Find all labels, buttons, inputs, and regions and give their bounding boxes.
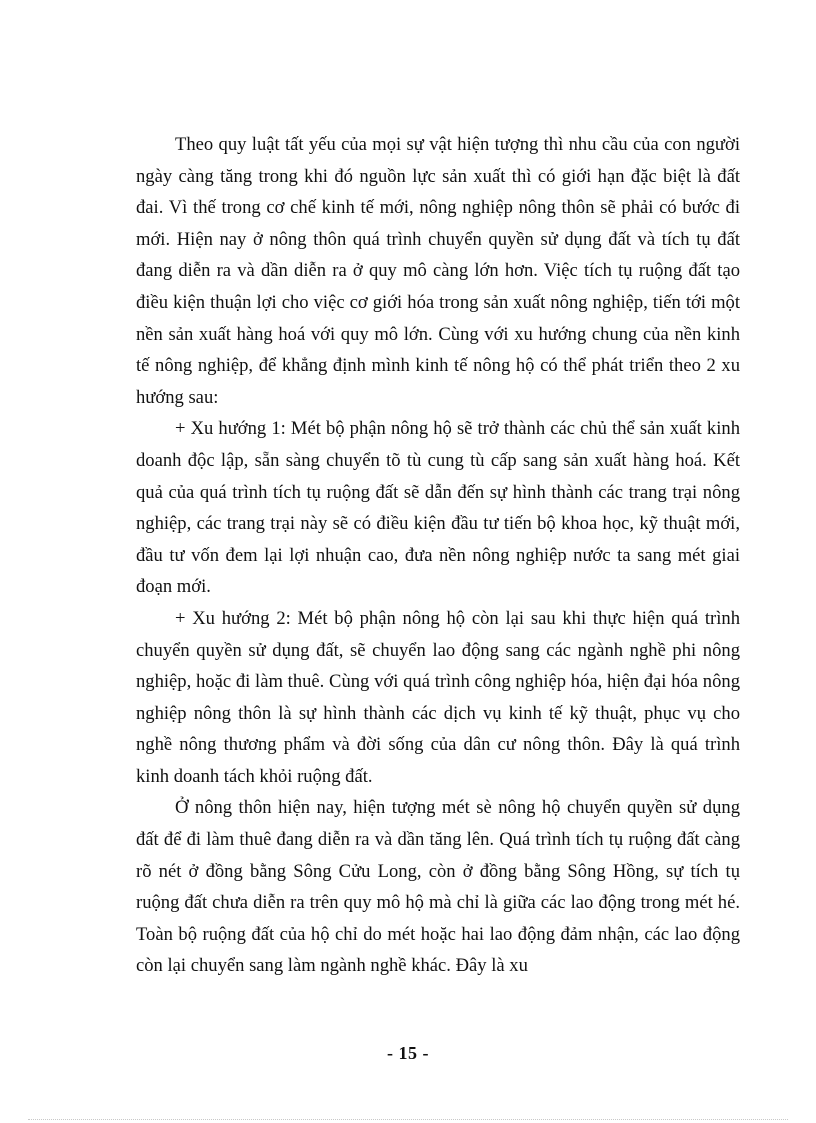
body-text bbox=[136, 129, 740, 982]
paragraph-intro: Theo quy luật tất yếu của mọi sự vật hiện tượng thì nhu cầu của con người ngày càng tăng trong khi đó nguồn lực sản xuất thì có giới hạn đặc biệt là đất đai. Vì thế trong cơ chế kinh tế mới, nông nghiệp nông thôn sẽ phải có bước đi mới. Hiện nay ở nông thôn quá trình chuyển quyền sử dụng đất và tích tụ đất đang diễn ra và dần diễn ra ở quy mô càng lớn hơn. Việc tích tụ ruộng đất tạo điều kiện thuận lợi cho việc cơ giới hóa trong sản xuất nông nghiệp, tiến tới một nền sản xuất hàng hoá với quy mô lớn. Cùng với xu hướng chung của nền kinh tế nông nghiệp, để khẳng định mình kinh tế nông hộ có thể phát triển theo 2 xu hướng sau: bbox=[136, 134, 740, 408]
page-number: - 15 - bbox=[387, 1043, 429, 1063]
paragraph-trend-2: + Xu hướng 2: Mét bộ phận nông hộ còn lại sau khi thực hiện quá trình chuyển quyền sử dụng đất, sẽ chuyển lao động sang các ngành nghề phi nông nghiệp, hoặc đi làm thuê. Cùng với quá trình công nghiệp hóa, hiện đại hóa nông nghiệp nông thôn là sự hình thành các dịch vụ kinh tế kỹ thuật, phục vụ cho nghề nông thương phẩm và đời sống của dân cư nông thôn. Đây là quá trình kinh doanh tách khỏi ruộng đất. bbox=[136, 607, 740, 787]
paragraph-trend-1: + Xu hướng 1: Mét bộ phận nông hộ sẽ trở thành các chủ thể sản xuất kinh doanh độc lập, sẵn sàng chuyển tõ tù cung tù cấp sang sản xuất hàng hoá. Kết quả của quá trình tích tụ ruộng đất sẽ dẫn đến sự hình thành các trang trại nông nghiệp, các trang trại này sẽ có điều kiện đầu tư tiến bộ khoa học, kỹ thuật mới, đầu tư vốn đem lại lợi nhuận cao, đưa nền nông nghiệp nước ta sang mét giai đoạn mới. bbox=[136, 418, 740, 598]
page-bottom-divider bbox=[28, 1119, 788, 1120]
paragraph-current-situation: Ở nông thôn hiện nay, hiện tượng mét sè nông hộ chuyển quyền sử dụng đất để đi làm thuê đang diễn ra và dần tăng lên. Quá trình tích tụ ruộng đất càng rõ nét ở đồng bằng Sông Cửu Long, còn ở đồng bằng Sông Hồng, sự tích tụ ruộng đất chưa diễn ra trên quy mô hộ mà chỉ là giữa các lao động trong mét hé. Toàn bộ ruộng đất của hộ chỉ do mét hoặc hai lao động đảm nhận, các lao động còn lại chuyển sang làm ngành nghề khác. Đây là xu bbox=[136, 797, 740, 977]
